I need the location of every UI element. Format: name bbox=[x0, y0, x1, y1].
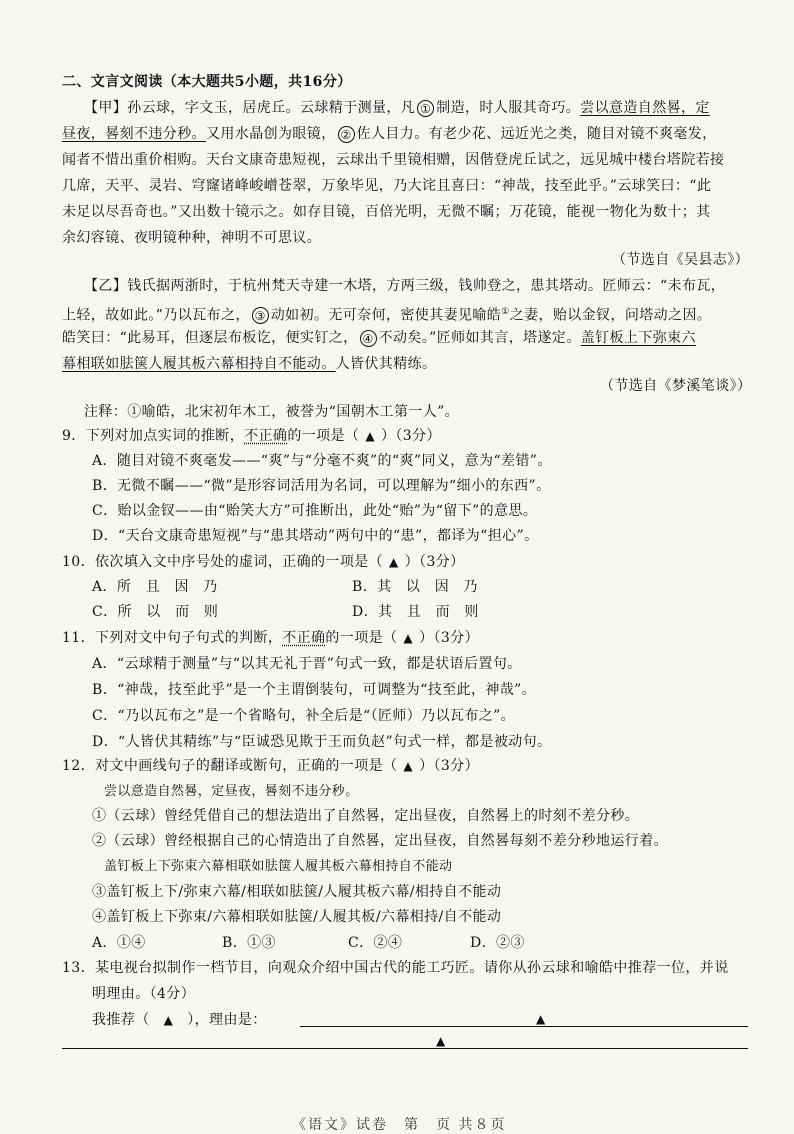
blank-marker-4: ④ bbox=[360, 330, 377, 347]
q12-option-2: ②（云球）曾经根据自己的心情造出了自然晷，定出昼夜，自然晷每刻不差分秒地运行着。 bbox=[92, 833, 668, 849]
q11-option-a: A．“云球精于测量”与“以其无礼于晋”句式一致，都是状语后置句。 bbox=[92, 656, 522, 672]
passage-a-line-3: 闻者不惜出重价相购。天台文康奇患短视，云球出千里镜相赠，因偕登虎丘试之，远见城中楼台塔院若接 bbox=[62, 152, 725, 168]
q10-option-c: C．所 以 而 则 bbox=[92, 604, 219, 620]
answer-triangle-icon: ▲ bbox=[389, 555, 399, 569]
q11-option-c: C．“乃以瓦布之”是一个省略句，补全后是“（匠师）乃以瓦布之”。 bbox=[92, 708, 516, 724]
q12-choice-b: B．①③ bbox=[222, 935, 276, 951]
passage-a-line-1: 【甲】孙云球，字文玉，居虎丘。云球精于测量，凡 ① 制造，时人服其奇巧。尝以意造自然晷，定 bbox=[84, 100, 710, 116]
q13-stem-line-2: 明理由。（4分） bbox=[92, 986, 196, 1002]
q10-option-b: B．其 以 因 乃 bbox=[352, 579, 478, 595]
q11-option-b: B．“神哉，技至此乎”是一个主谓倒装句，可调整为“技至此，神哉”。 bbox=[92, 682, 537, 698]
q9-option-c: C．贻以金钗——由“贻笑大方”可推断出，此处“贻”为“留下”的意思。 bbox=[92, 503, 538, 519]
q9-option-a: A．随目对镜不爽毫发——“爽”与“分毫不爽”的“爽”同义，意为“差错”。 bbox=[92, 453, 552, 469]
q9-stem: 9．下列对加点实词的推断，不正确的一项是（ ▲ ）（3分） bbox=[62, 428, 441, 444]
answer-triangle-icon: ▲ bbox=[436, 1034, 446, 1048]
passage-b-line-1: 【乙】钱氏据两浙时，于杭州梵天寺建一木塔，方两三级，钱帅登之，患其塔动。匠师云：“未布瓦， bbox=[84, 278, 726, 294]
q13-stem-line-1: 13．某电视台拟制作一档节目，向观众介绍中国古代的能工巧匠。请你从孙云球和喻皓中推荐一位，并说 bbox=[62, 960, 729, 976]
answer-triangle-icon: ▲ bbox=[163, 1013, 174, 1027]
q12-option-4: ④盖钉板上下弥束/六幕相联如胠箧/人履其板/六幕相持/自不能动 bbox=[92, 909, 502, 925]
passage-a-source: （节选自《吴县志》） bbox=[612, 252, 749, 268]
q11-option-d: D．“人皆伏其精练”与“臣诚恐见欺于王而负赵”句式一样，都是被动句。 bbox=[92, 734, 552, 750]
q10-option-d: D．其 且 而 则 bbox=[352, 604, 479, 620]
underlined-sentence-1a: 尝以意造自然晷，定 bbox=[580, 100, 710, 116]
page-footer: 《语文》试卷 第 页 共８页 bbox=[292, 1117, 507, 1133]
passage-b-source: （节选自《梦溪笔谈》） bbox=[600, 378, 752, 394]
underlined-sentence-2a: 盖钉板上下弥束六 bbox=[580, 330, 696, 346]
q9-option-b: B．无微不瞩——“微”是形容词活用为名词，可以理解为“细小的东西”。 bbox=[92, 478, 551, 494]
q11-stem: 11．下列对文中句子句式的判断，不正确的一项是（ ▲ ）（3分） bbox=[62, 630, 479, 646]
q12-option-3: ③盖钉板上下/弥束六幕/相联如胠箧/人履其板六幕/相持自不能动 bbox=[92, 884, 502, 900]
passage-a-line-4: 几席，天平、灵岩、穹窿诸峰峻嶒苍翠，万象毕见，乃大诧且喜曰：“神哉，技至此乎。”云球笑曰：“此 bbox=[62, 178, 712, 194]
q10-option-a: A．所 且 因 乃 bbox=[92, 579, 218, 595]
q10-stem: 10．依次填入文中序号处的虚词，正确的一项是（ ▲ ）（3分） bbox=[62, 554, 465, 570]
q12-choice-a: A．①④ bbox=[92, 935, 146, 951]
q12-option-1: ①（云球）曾经凭借自己的想法造出了自然晷，定出昼夜，自然晷上的时刻不差分秒。 bbox=[92, 808, 640, 824]
underlined-sentence-1b: 昼夜，晷刻不违分秒。 bbox=[62, 126, 206, 142]
passage-a-line-6: 余幻容镜、夜明镜种种，神明不可思议。 bbox=[62, 230, 322, 246]
q9-option-d: D．“天台文康奇患短视”与“患其塔动”两句中的“患”，都译为“担心”。 bbox=[92, 528, 539, 544]
passage-b-line-4: 幕相联如胠箧人履其板六幕相持自不能动。人皆伏其精练。 bbox=[62, 356, 437, 372]
answer-triangle-icon: ▲ bbox=[403, 631, 414, 645]
q12-choice-c: C．②④ bbox=[348, 935, 403, 951]
answer-line-1[interactable] bbox=[300, 1026, 748, 1027]
passage-b-line-3: 皓笑曰：“此易耳，但逐层布板讫，便实钉之， ④ 不动矣。”匠师如其言，塔遂定。盖钉板上下弥束六 bbox=[62, 330, 696, 346]
section-title: 二、文言文阅读（本大题共5小题，共16分） bbox=[62, 74, 352, 90]
answer-line-2[interactable] bbox=[62, 1048, 748, 1049]
annotation-note: 注释：①喻皓，北宋初年木工，被誉为“国朝木工第一人”。 bbox=[84, 404, 460, 420]
blank-marker-3: ③ bbox=[252, 307, 269, 324]
answer-triangle-icon: ▲ bbox=[365, 429, 375, 443]
underlined-sentence-2b: 幕相联如胠箧人履其板六幕相持自不能动。 bbox=[62, 356, 336, 372]
passage-a-line-5: 未足以尽吾奇也。”又出数十镜示之。如存目镜，百倍光明，无微不瞩；万花镜，能视一物化为数十；其 bbox=[62, 204, 711, 220]
blank-marker-2: ② bbox=[338, 126, 355, 143]
q13-answer-row: 我推荐（ ▲ ），理由是： bbox=[92, 1012, 267, 1028]
answer-triangle-icon: ▲ bbox=[536, 1012, 546, 1026]
footnote-marker: ① bbox=[501, 307, 510, 317]
q12-quote-2: 盖钉板上下弥束六幕相联如胠箧人履其板六幕相持自不能动 bbox=[104, 859, 453, 874]
q12-choice-d: D．②③ bbox=[470, 935, 525, 951]
answer-triangle-icon: ▲ bbox=[403, 759, 414, 773]
passage-b-line-2: 上轻，故如此。”乃以瓦布之， ③ 动如初。无可奈何，密使其妻见喻皓①之妻，贻以金钗，问塔动之因。 bbox=[62, 307, 712, 324]
passage-a-line-2: 昼夜，晷刻不违分秒。又用水晶创为眼镜， ② 佐人目力。有老少花、远近光之类，随目对镜不爽毫发， bbox=[62, 126, 717, 142]
q12-quote-1: 尝以意造自然晷，定昼夜，晷刻不违分秒。 bbox=[104, 784, 359, 799]
blank-marker-1: ① bbox=[417, 100, 434, 117]
q12-stem: 12．对文中画线句子的翻译或断句，正确的一项是（ ▲ ）（3分） bbox=[62, 758, 479, 774]
